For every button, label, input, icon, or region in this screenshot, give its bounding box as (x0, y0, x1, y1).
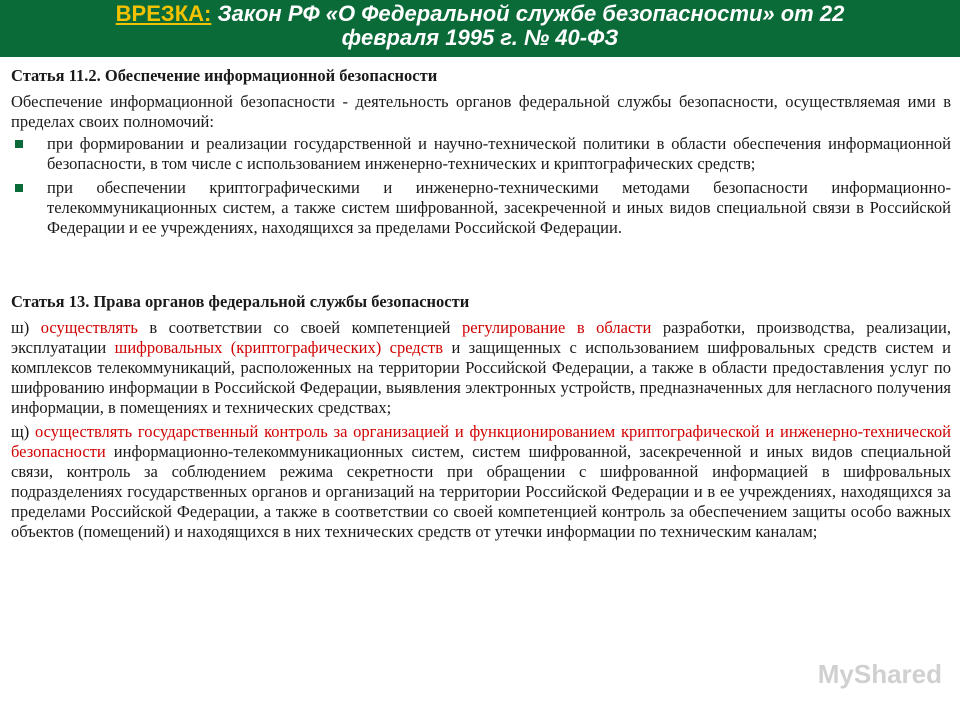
highlight-text: шифровальных (криптографических) средств (114, 338, 444, 357)
article-11-intro: Обеспечение информационной безопасности - деятельность органов федеральной службы безопасности, осуществляемая ими в пределах своих полномочий: (11, 92, 951, 131)
article-11-heading: Статья 11.2. Обеспечение информационной безопасности (11, 66, 438, 85)
highlight-text: регулирование в области (462, 318, 652, 337)
article-13-item-shch (11, 422, 951, 542)
item-text: разработки, производства, реализации, эксплуатации (11, 318, 951, 357)
list-item (11, 178, 951, 238)
bullet-square-icon (15, 184, 23, 192)
header-label: ВРЕЗКА: (115, 1, 212, 26)
header-title-line1: Закон РФ «О Федеральной службе безопасности» от 22 (211, 1, 845, 26)
article-11-bullets (11, 134, 951, 238)
watermark-logo: MyShared (817, 659, 942, 689)
list-item (11, 134, 951, 174)
item-marker: ш) (11, 318, 41, 337)
highlight-text: осуществлять государственный контроль за организацией и функционированием криптографической и инженерно-технической безопасности (11, 422, 952, 461)
article-13-item-sh (11, 318, 951, 418)
item-text: информационно-телекоммуникационных систем, систем шифрованной, засекреченной и иных видов специальной связи, контроль за соблюдением режима секретности при обращении с шифрованной информацией в шифровальных подразделениях государственных органов и организаций на территории Российской Федерации и в ее учреждениях, находящихся за пределами Российской Федерации, а также в соответствии со своей компетенцией контроль за обеспечением защиты особо важных объектов (помещений) и находящихся в них технических средств от утечки информации по техническим каналам; (11, 442, 951, 541)
bullet-text: при формировании и реализации государственной и научно-технической политики в области обеспечения информационной безопасности, в том числе с использованием инженерно-технических и криптографических средств; (47, 134, 951, 173)
header-title-line2: февраля 1995 г. № 40-ФЗ (341, 25, 619, 50)
item-marker: щ) (11, 422, 35, 441)
bullet-square-icon (15, 140, 23, 148)
item-text: и защищенных с использованием шифровальных средств систем и комплексов телекоммуникаций, расположенных на территории Российской Федерации, а также в области предоставления услуг по шифрованию информации в Российской Федерации, выявления электронных устройств, предназначенных для негласного получения информации, в помещениях и технических средствах; (11, 338, 951, 417)
highlight-text: осуществлять (40, 318, 138, 337)
bullet-text: при обеспечении криптографическими и инженерно-техническими методами безопасности информационно-телекоммуникационных систем, а также систем шифрованной, засекреченной и иных видов специальной связи в Российской Федерации и ее учреждениях, находящихся за пределами Российской Федерации. (47, 178, 951, 237)
item-text: в соответствии со своей компетенцией (137, 318, 463, 337)
document-body (11, 62, 951, 546)
slide-header (0, 0, 960, 57)
article-13-heading: Статья 13. Права органов федеральной службы безопасности (11, 292, 470, 311)
